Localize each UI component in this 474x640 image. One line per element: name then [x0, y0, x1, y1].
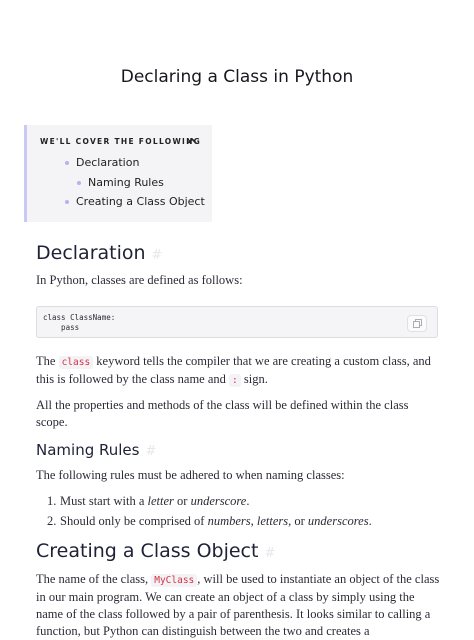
bullet-icon — [65, 161, 69, 165]
hash-link-icon[interactable]: # — [151, 248, 163, 263]
code-block — [36, 306, 438, 338]
inline-code: MyClass — [151, 574, 197, 587]
toc-item-creating-object[interactable] — [76, 195, 205, 208]
copy-icon — [413, 319, 422, 328]
toc-item-naming-rules[interactable] — [88, 176, 164, 189]
toc-item-label: Creating a Class Object — [76, 195, 205, 208]
bullet-icon — [65, 200, 69, 204]
chevron-up-icon[interactable] — [187, 134, 197, 148]
heading-text: Naming Rules — [36, 441, 140, 459]
heading-text: Creating a Class Object — [36, 540, 259, 562]
toc-header: WE'LL COVER THE FOLLOWING — [40, 137, 202, 146]
toc-item-label: Naming Rules — [88, 176, 164, 189]
naming-rules-intro: The following rules must be adhered to when naming classes: — [36, 468, 345, 482]
toc-item-label: Declaration — [76, 156, 140, 169]
section-heading-naming-rules — [36, 441, 156, 459]
code-line: class ClassName: — [43, 313, 116, 322]
hash-link-icon[interactable]: # — [264, 546, 276, 561]
copy-button[interactable] — [407, 315, 427, 332]
toc-item-declaration[interactable] — [76, 156, 139, 169]
bullet-icon — [77, 181, 81, 185]
inline-code: class — [59, 356, 94, 369]
toc-panel — [24, 125, 212, 222]
creating-object-paragraph: The name of the class, MyClass , will be used to instantiate an object of the class in our main program. We can create an object of a class by simply using the name of the class followed by a pair of parenthesis. It looks similar to calling a function, but Python can distinguish between the two and creates a — [36, 572, 440, 638]
section-heading-creating-object — [36, 540, 275, 562]
hash-link-icon[interactable]: # — [145, 444, 157, 459]
declaration-intro: In Python, classes are defined as follows: — [36, 273, 243, 287]
list-item: 2. Should only be comprised of numbers, letters, or underscores. — [47, 514, 372, 528]
inline-code: : — [229, 374, 241, 387]
list-item: 1. Must start with a letter or underscore. — [47, 494, 250, 508]
declaration-paragraph-2: All the properties and methods of the class will be defined within the class scope. — [36, 398, 409, 429]
section-heading-declaration — [36, 242, 162, 264]
page-title: Declaring a Class in Python — [120, 67, 354, 87]
code-line: pass — [43, 323, 80, 332]
heading-text: Declaration — [36, 242, 146, 264]
declaration-paragraph-1: The class keyword tells the compiler that we are creating a custom class, and this is followed by the class name and : sign. — [36, 354, 431, 386]
